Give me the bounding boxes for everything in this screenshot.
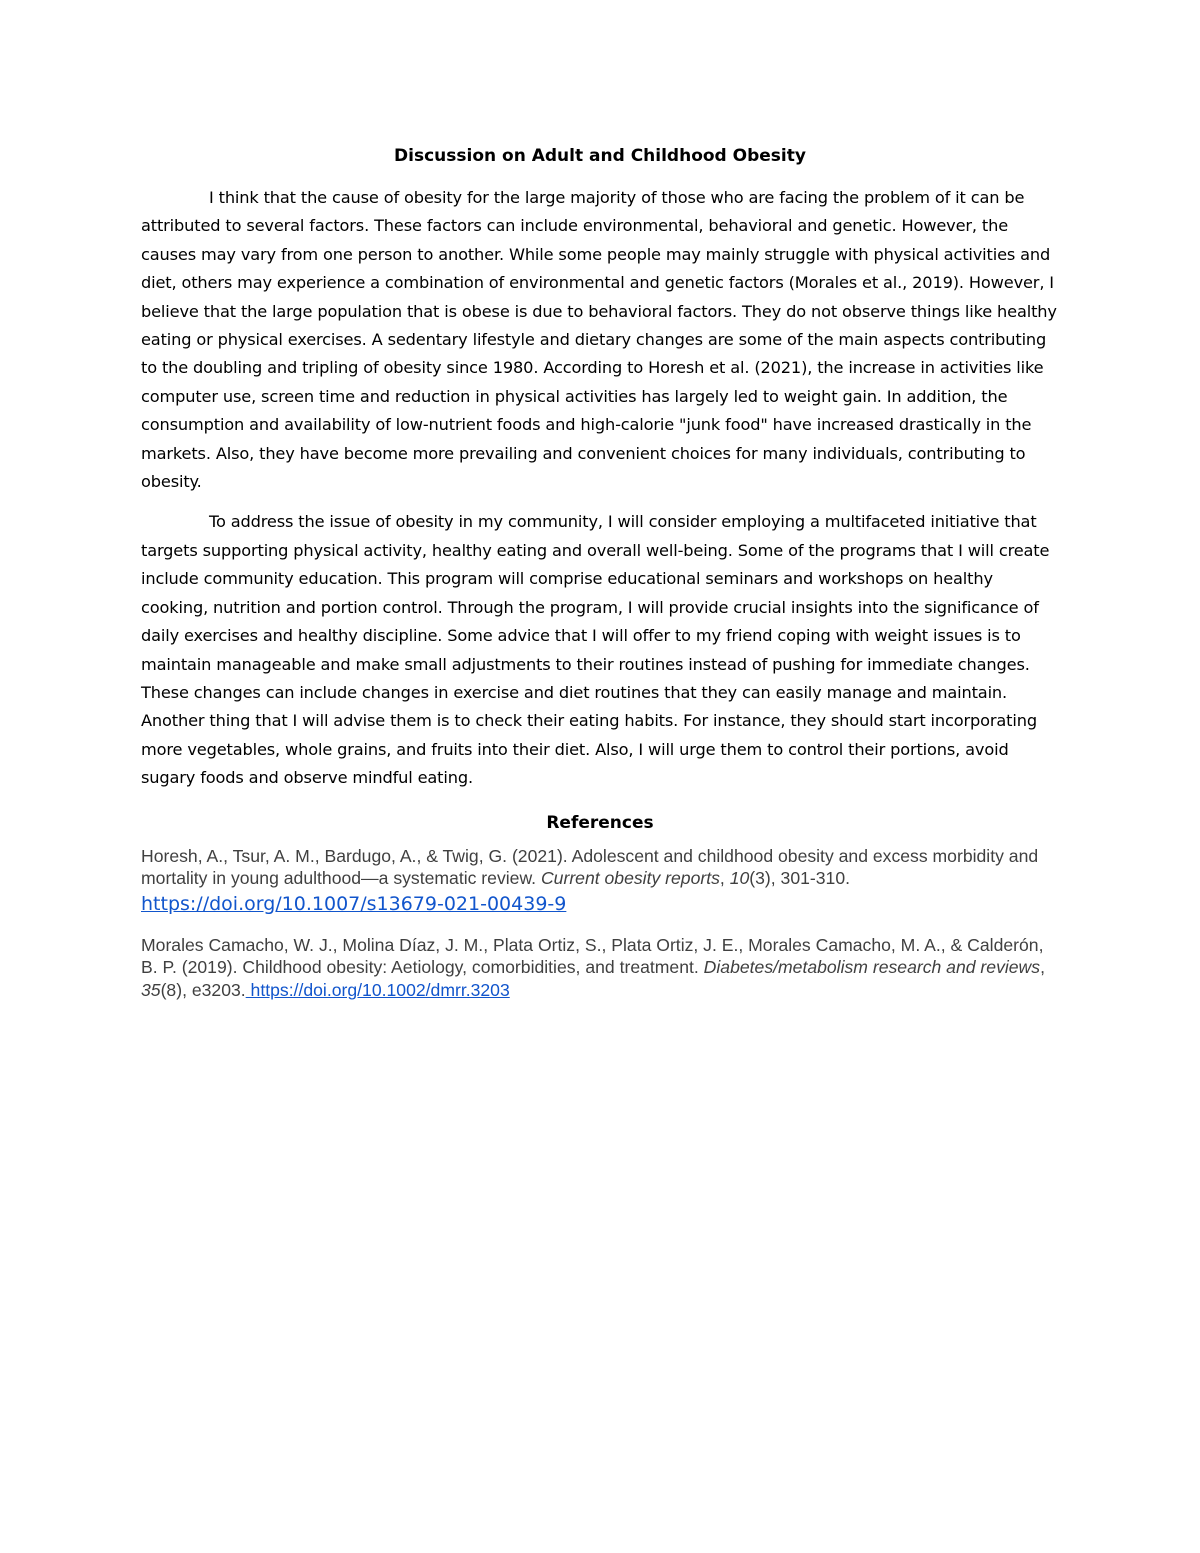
reference-1 [141, 845, 1059, 918]
reference-2-authors: Morales Camacho, W. J., Molina Díaz, J. M., Plata Ortiz, S., Plata Ortiz, J. E., Morales Camacho, M. A., & Calderón, B. P. (2019). Childhood obesity: Aetiology, comorbidities, and treatment. [141, 934, 1044, 978]
reference-2-sep: , [1040, 957, 1045, 978]
reference-1-sep: , [719, 868, 730, 889]
paragraph-1: I think that the cause of obesity for the large majority of those who are facing the problem of it can be attributed to several factors. These factors can include environmental, behavioral and genetic. However, the causes may vary from one person to another. While some people may mainly struggle with physical activities and diet, others may experience a combination of environmental and genetic factors (Morales et al., 2019). However, I believe that the large population that is obese is due to behavioral factors. They do not observe things like healthy eating or physical exercises. A sedentary lifestyle and dietary changes are some of the main aspects contributing to the doubling and tripling of obesity since 1980. According to Horesh et al. (2021), the increase in activities like computer use, screen time and reduction in physical activities has largely led to weight gain. In addition, the consumption and availability of low-nutrient foods and high-calorie "junk food" have increased drastically in the markets. Also, they have become more prevailing and convenient choices for many individuals, contributing to obesity. [141, 188, 1057, 492]
reference-2 [141, 934, 1059, 1002]
reference-2-issue-pages: (8), e3203. [160, 979, 246, 1000]
reference-1-issue-pages: (3), 301-310. [749, 868, 851, 889]
reference-2-doi-link[interactable]: https://doi.org/10.1002/dmrr.3203 [245, 979, 510, 1000]
document-title: Discussion on Adult and Childhood Obesity [394, 146, 806, 166]
reference-1-doi-link[interactable]: https://doi.org/10.1007/s13679-021-00439-9 [141, 892, 567, 915]
document-body [141, 138, 1059, 1018]
reference-1-journal: Current obesity reports [540, 868, 720, 889]
reference-1-authors: Horesh, A., Tsur, A. M., Bardugo, A., & Twig, G. (2021). Adolescent and childhood obesity and excess morbidity and mortality in young adulthood—a systematic review. [141, 845, 1039, 889]
reference-2-journal: Diabetes/metabolism research and reviews [703, 957, 1041, 978]
references-heading: References [546, 812, 654, 833]
reference-1-volume: 10 [729, 868, 750, 889]
reference-2-volume: 35 [141, 979, 161, 1000]
paragraph-2: To address the issue of obesity in my community, I will consider employing a multifaceted initiative that targets supporting physical activity, healthy eating and overall well-being. Some of the programs that I will create include community education. This program will comprise educational seminars and workshops on healthy cooking, nutrition and portion control. Through the program, I will provide crucial insights into the significance of daily exercises and healthy discipline. Some advice that I will offer to my friend coping with weight issues is to maintain manageable and make small adjustments to their routines instead of pushing for immediate changes. These changes can include changes in exercise and diet routines that they can easily manage and maintain. Another thing that I will advise them is to check their eating habits. For instance, they should start incorporating more vegetables, whole grains, and fruits into their diet. Also, I will urge them to control their portions, avoid sugary foods and observe mindful eating. [141, 512, 1050, 788]
